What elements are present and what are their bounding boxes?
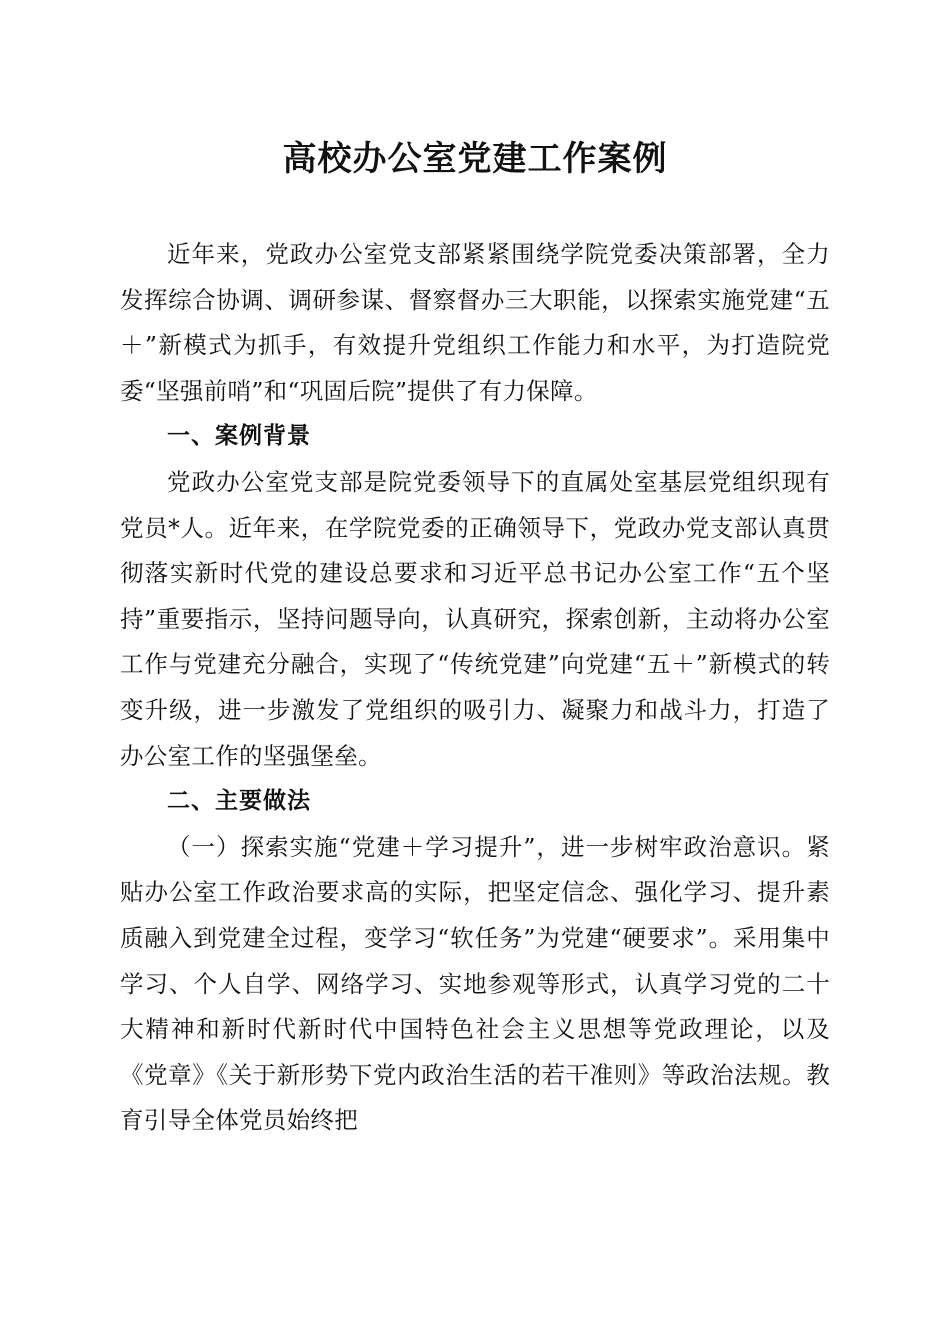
section-heading-practices: 二、主要做法 [167, 788, 311, 815]
intro-paragraph: 近年来，党政办公室党支部紧紧围绕学院党委决策部署，全力发挥综合协调、调研参谋、督察督办三大职能，以探索实施党建“五＋”新模式为抓手，有效提升党组织工作能力和水平，为打造院党委“坚强前哨”和“巩固后院”提供了有力保障。 [120, 240, 830, 405]
document-title: 高校办公室党建工作案例 [282, 139, 668, 179]
document-body [120, 232, 830, 1144]
background-paragraph: 党政办公室党支部是院党委领导下的直属处室基层党组织现有党员*人。近年来，在学院党委的正确领导下，党政办党支部认真贯彻落实新时代党的建设总要求和习近平总书记办公室工作“五个坚持”重要指示，坚持问题导向，认真研究，探索创新，主动将办公室工作与党建充分融合，实现了“传统党建”向党建“五＋”新模式的转变升级，进一步激发了党组织的吸引力、凝聚力和战斗力，打造了办公室工作的坚强堡垒。 [120, 467, 830, 770]
section-heading-background: 一、案例背景 [167, 423, 311, 450]
practices-paragraph: （一）探索实施“党建＋学习提升”，进一步树牢政治意识。紧贴办公室工作政治要求高的实际，把坚定信念、强化学习、提升素质融入到党建全过程，变学习“软任务”为党建“硬要求”。采用集中学习、个人自学、网络学习、实地参观等形式，认真学习党的二十大精神和新时代新时代中国特色社会主义思想等党政理论，以及《党章》《关于新形势下党内政治生活的若干准则》等政治法规。教育引导全体党员始终把 [120, 832, 830, 1135]
